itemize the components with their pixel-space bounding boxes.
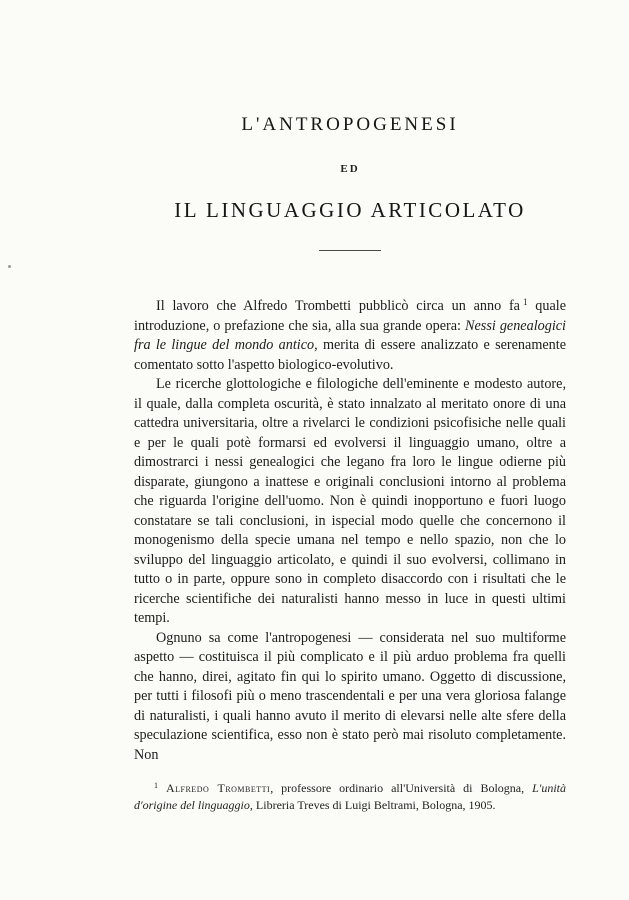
paragraph-1-text-pre: Il lavoro che Alfredo Trombetti pubblicò circa un anno fa xyxy=(156,298,520,314)
page-title-line-1: L'ANTROPOGENESI xyxy=(241,114,459,135)
footnote-text-1: , professore ordinario all'Università di Bologna, xyxy=(270,781,533,795)
cited-work-title: Nessi genealogici fra le lingue del mondo antico xyxy=(134,317,567,353)
paragraph-3: Ognuno sa come l'antropogenesi — considerata nel suo multiforme aspetto — costituisca il più complicato e il più arduo problema fra quelli che hanno, direi, agitato fin qui lo spirito umano. Oggetto di discussione, per tutti i filosofi più o meno trascendentali e per una vera gloriosa falange di naturalisti, i quali hanno avuto il merito di elevarsi nelle alte sfere della speculazione scientifica, esso non è stato però mai risoluto completamente. Non xyxy=(134,629,566,763)
paragraph-1 xyxy=(134,297,566,375)
footnote-author: Alfredo Trombetti xyxy=(165,781,271,795)
paragraph-1-text-post: , merita di essere analizzato e serenamente comentato sotto l'aspetto biologico-evolutivo. xyxy=(134,337,566,373)
page-title-connector: ED xyxy=(340,163,360,175)
body-text-block xyxy=(134,297,566,765)
scan-artifact-speck xyxy=(8,265,11,268)
title-divider-rule xyxy=(319,250,381,251)
footnote-number: 1 xyxy=(154,781,158,790)
paragraph-1-text-mid: quale introduzione, o prefazione che sia, alla sua grande opera: xyxy=(134,298,566,334)
footnote xyxy=(134,780,566,813)
paragraph-2: Le ricerche glottologiche e filologiche dell'eminente e modesto autore, il quale, dalla completa oscurità, è stato innalzato al meritato onore di una cattedra universitaria, oltre a rivelarci le condizioni psicofisiche nelle quali e per le quali potè formarsi ed evolversi il linguaggio umano, oltre a dimostrarci i nessi genealogici che legano fra loro le lingue odierne più disparate, giungono a inattese e originali conclusioni intorno al problema che riguarda l'origine dell'uomo. Non è quindi inopportuno e fuori luogo constatare se tali conclusioni, in ispecial modo quelle che concernono il monogenismo della specie umana nel tempo e nello spazio, non che lo sviluppo del linguaggio articolato, e quindi il suo evolversi, collimano in tutto o in parte, oppure sono in completo disaccordo con i risultati che le ricerche scientifiche dei naturalisti hanno messo in luce in questi ultimi tempi. xyxy=(134,376,566,626)
footnote-cited-work: L'unità d'origine del linguaggio xyxy=(134,781,567,812)
page-title-line-2: IL LINGUAGGIO ARTICOLATO xyxy=(174,198,526,222)
footnote-text-2: , Libreria Treves di Luigi Beltrami, Bologna, 1905. xyxy=(249,797,496,812)
footnote-reference-mark: 1 xyxy=(522,297,528,307)
